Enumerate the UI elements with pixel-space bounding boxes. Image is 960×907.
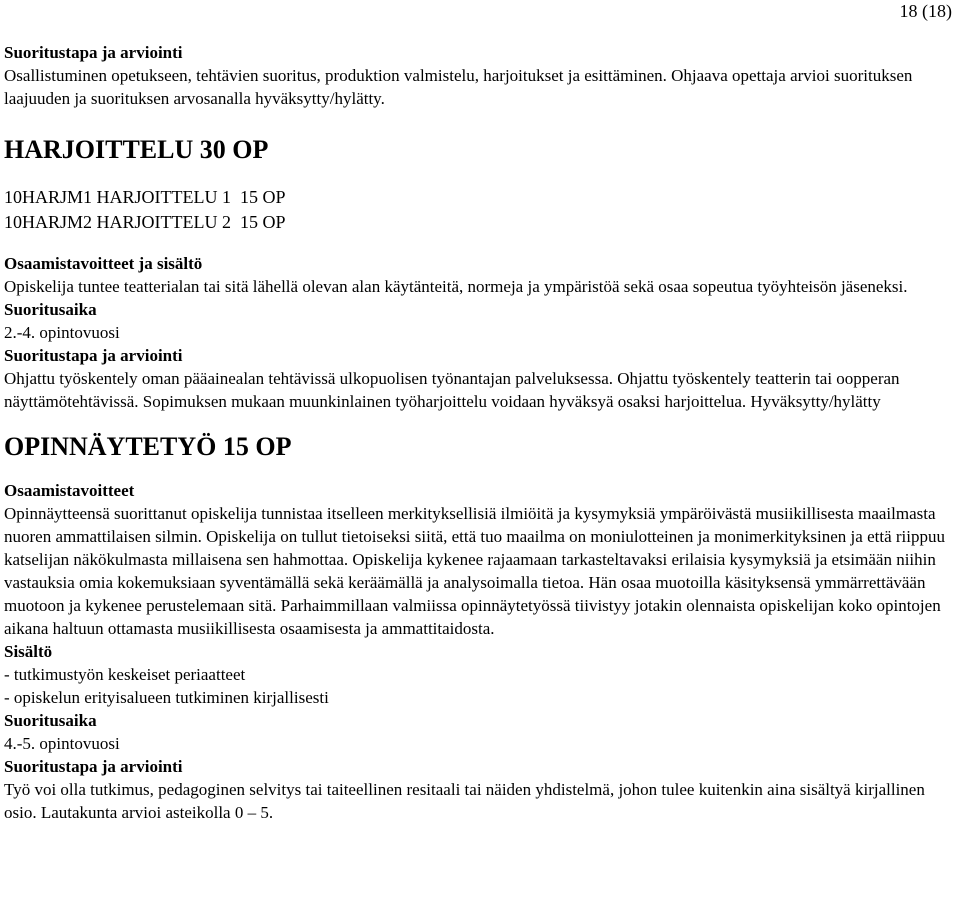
goals-text: Opinnäytteensä suorittanut opiskelija tunnistaa itselleen merkityksellisiä ilmiöitä ja kysymyksiä ympäröivästä musiikillisesta maailmasta nuoren ammattilaisen silmin. Opiskelija on tullut tietoiseksi siitä, että tuo maailma on moniulotteinen ja monimerkityksinen ja että riippuu katselijan näkökulmasta millaisena sen hahmottaa. Opiskelija kykenee rajaamaan tarkasteltavaksi erilaisia kysymyksiä ja etsimään niihin vastauksia omia kokemuksiaan syventämällä sekä keräämällä ja analysoimalla tietoa. Hän osaa muotoilla käsityksensä ymmärrettävään muotoon ja kykenee perustelemaan sitä. Parhaimmillaan valmiissa opinnäytetyössä tiivistyy jotakin olennaista opiskelijan koko opintojen aikana haltuun ottamasta musiikillisesta osaamisesta ja ammattitaidosta. <box>4 504 945 638</box>
method-text: Ohjattu työskentely oman pääainealan tehtävissä ulkopuolisen työnantajan palveluksessa. Ohjattu työskentely teatterin tai oopperan näyttämötehtävissä. Sopimuksen mukaan muunkinlainen työharjoittelu voidaan hyväksyä osaksi harjoittelua. Hyväksytty/hylätty <box>4 369 900 411</box>
goals-text: Opiskelija tuntee teatterialan tai sitä lähellä olevan alan käytänteitä, normeja ja ympäristöä sekä osaa sopeutua työyhteisön jäseneksi. <box>4 277 908 296</box>
method-heading: Suoritustapa ja arviointi <box>4 757 183 776</box>
method-text: Työ voi olla tutkimus, pedagoginen selvitys tai taiteellinen resitaali tai näiden yhdistelmä, johon tulee kuitenkin aina sisältyä kirjallinen osio. Lautakunta arvioi asteikolla 0 – 5. <box>4 780 925 822</box>
goals-heading: Osaamistavoitteet ja sisältö <box>4 254 203 273</box>
document-body <box>4 41 956 824</box>
section-harjoittelu <box>4 135 956 413</box>
section-opinnaytetyo <box>4 432 956 824</box>
time-heading: Suoritusaika <box>4 300 97 319</box>
method-heading: Suoritustapa ja arviointi <box>4 346 183 365</box>
time-text: 2.-4. opintovuosi <box>4 323 120 342</box>
harjoittelu-title: HARJOITTELU 30 OP <box>4 135 269 164</box>
content-item: - opiskelun erityisalueen tutkiminen kirjallisesti <box>4 688 329 707</box>
time-heading: Suoritusaika <box>4 711 97 730</box>
goals-heading: Osaamistavoitteet <box>4 481 135 500</box>
content-item: - tutkimustyön keskeiset periaatteet <box>4 665 246 684</box>
section-previous-course <box>4 41 956 110</box>
method-heading: Suoritustapa ja arviointi <box>4 43 183 62</box>
content-heading: Sisältö <box>4 642 53 661</box>
course-code-1: 10HARJM1 HARJOITTELU 1 15 OP <box>4 187 286 207</box>
course-code-2: 10HARJM2 HARJOITTELU 2 15 OP <box>4 212 286 232</box>
method-text: Osallistuminen opetukseen, tehtävien suoritus, produktion valmistelu, harjoitukset ja esittäminen. Ohjaava opettaja arvioi suorituksen laajuuden ja suorituksen arvosanalla hyväksytty/hylätty. <box>4 66 913 108</box>
page-number: 18 (18) <box>899 1 952 21</box>
opinnaytetyo-title: OPINNÄYTETYÖ 15 OP <box>4 432 292 461</box>
time-text: 4.-5. opintovuosi <box>4 734 120 753</box>
